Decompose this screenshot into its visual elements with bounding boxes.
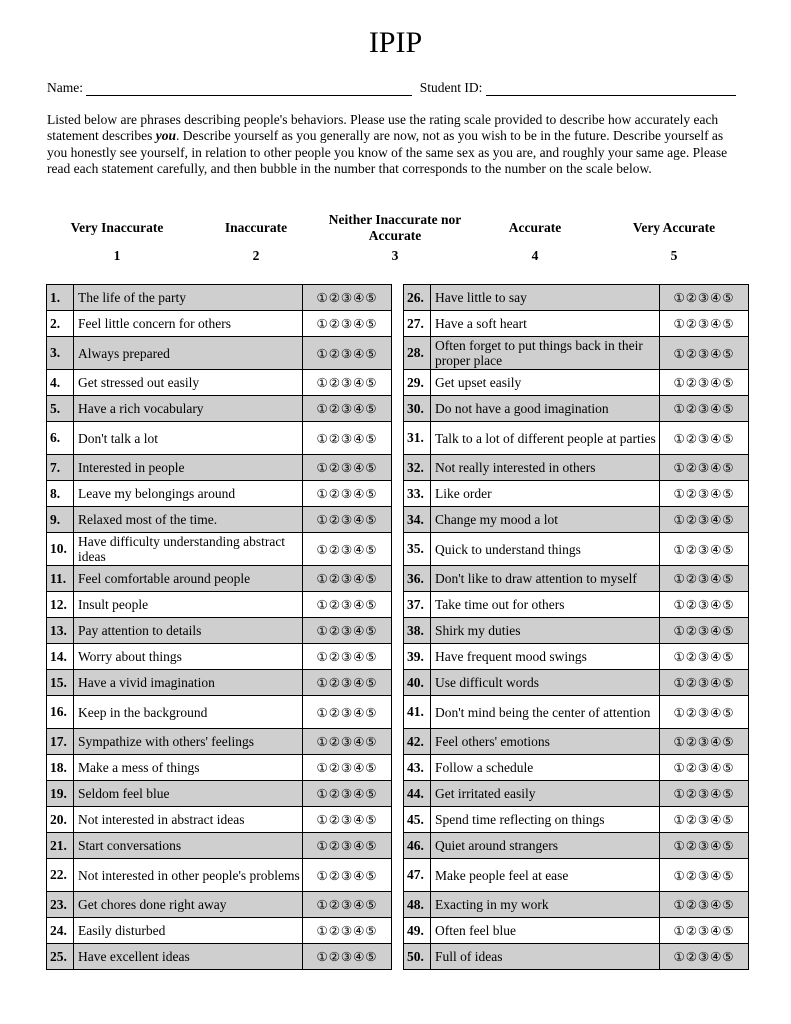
item-row: [47, 618, 392, 644]
rating-bubbles[interactable]: ①②③④⑤: [660, 696, 749, 729]
rating-bubbles[interactable]: ①②③④⑤: [660, 729, 749, 755]
item-number: 7.: [47, 455, 74, 481]
item-number: 35.: [404, 533, 431, 566]
item-row: [47, 859, 392, 892]
items-table-right: [403, 284, 749, 970]
item-number: 38.: [404, 618, 431, 644]
item-row: [404, 833, 749, 859]
item-number: 47.: [404, 859, 431, 892]
rating-bubbles[interactable]: ①②③④⑤: [303, 729, 392, 755]
rating-bubbles[interactable]: ①②③④⑤: [303, 859, 392, 892]
item-number: 49.: [404, 918, 431, 944]
item-row: [47, 781, 392, 807]
item-text: Have a vivid imagination: [74, 670, 303, 696]
item-text: Take time out for others: [431, 592, 660, 618]
scale-label-1: Very Inaccurate: [70, 220, 164, 235]
item-row: [404, 644, 749, 670]
item-row: [404, 729, 749, 755]
instructions-text-b: . Describe yourself as you generally are now, not as you wish to be in the future. Describe yourself as you honestly see yourself, in relation to other people you know of the same sex as you are, and roughly your same age. Please read each statement carefully, and then bubble in the number that corresponds to the number on the scale below.: [47, 128, 728, 176]
item-text: Insult people: [74, 592, 303, 618]
item-text: Exacting in my work: [431, 892, 660, 918]
rating-bubbles[interactable]: ①②③④⑤: [660, 755, 749, 781]
item-number: 40.: [404, 670, 431, 696]
item-row: [47, 566, 392, 592]
item-text: Quiet around strangers: [431, 833, 660, 859]
item-text: Make people feel at ease: [431, 859, 660, 892]
item-text: Have difficulty understanding abstract ideas: [74, 533, 303, 566]
item-row: [404, 311, 749, 337]
rating-bubbles[interactable]: ①②③④⑤: [660, 370, 749, 396]
item-row: [404, 859, 749, 892]
page-title: IPIP: [368, 26, 423, 59]
item-number: 26.: [404, 285, 431, 311]
rating-bubbles[interactable]: ①②③④⑤: [660, 285, 749, 311]
item-text: Leave my belongings around: [74, 481, 303, 507]
rating-bubbles[interactable]: ①②③④⑤: [303, 618, 392, 644]
instructions: [47, 112, 743, 177]
item-number: 29.: [404, 370, 431, 396]
item-number: 18.: [47, 755, 74, 781]
item-text: Don't mind being the center of attention: [431, 696, 660, 729]
item-number: 4.: [47, 370, 74, 396]
item-number: 14.: [47, 644, 74, 670]
item-number: 27.: [404, 311, 431, 337]
item-text: Seldom feel blue: [74, 781, 303, 807]
item-text: The life of the party: [74, 285, 303, 311]
item-number: 41.: [404, 696, 431, 729]
item-text: Have little to say: [431, 285, 660, 311]
item-row: [404, 944, 749, 970]
item-text: Easily disturbed: [74, 918, 303, 944]
item-text: Feel little concern for others: [74, 311, 303, 337]
item-text: Start conversations: [74, 833, 303, 859]
item-row: [47, 729, 392, 755]
rating-bubbles[interactable]: ①②③④⑤: [303, 455, 392, 481]
item-number: 48.: [404, 892, 431, 918]
item-row: [47, 285, 392, 311]
item-text: Not interested in abstract ideas: [74, 807, 303, 833]
rating-bubbles[interactable]: ①②③④⑤: [303, 670, 392, 696]
scale-label-5: Very Accurate: [632, 220, 716, 235]
item-number: 6.: [47, 422, 74, 455]
item-text: Not really interested in others: [431, 455, 660, 481]
item-text: Shirk my duties: [431, 618, 660, 644]
item-text: Not interested in other people's problems: [74, 859, 303, 892]
item-number: 28.: [404, 337, 431, 370]
item-number: 12.: [47, 592, 74, 618]
rating-bubbles[interactable]: ①②③④⑤: [660, 781, 749, 807]
item-row: [404, 670, 749, 696]
item-number: 19.: [47, 781, 74, 807]
item-row: [404, 337, 749, 370]
rating-bubbles[interactable]: ①②③④⑤: [660, 918, 749, 944]
item-text: Follow a schedule: [431, 755, 660, 781]
rating-bubbles[interactable]: ①②③④⑤: [660, 618, 749, 644]
rating-bubbles[interactable]: ①②③④⑤: [660, 455, 749, 481]
item-row: [47, 396, 392, 422]
item-text: Don't talk a lot: [74, 422, 303, 455]
item-text: Make a mess of things: [74, 755, 303, 781]
rating-bubbles[interactable]: ①②③④⑤: [303, 833, 392, 859]
item-row: [404, 285, 749, 311]
item-row: [404, 370, 749, 396]
rating-bubbles[interactable]: ①②③④⑤: [303, 285, 392, 311]
rating-bubbles[interactable]: ①②③④⑤: [660, 670, 749, 696]
item-number: 46.: [404, 833, 431, 859]
item-number: 37.: [404, 592, 431, 618]
item-row: [404, 396, 749, 422]
item-number: 5.: [47, 396, 74, 422]
item-text: Get upset easily: [431, 370, 660, 396]
item-number: 2.: [47, 311, 74, 337]
item-row: [47, 918, 392, 944]
instructions-emphasis: you: [155, 128, 176, 144]
item-text: Often forget to put things back in their proper place: [431, 337, 660, 370]
item-row: [47, 833, 392, 859]
rating-bubbles[interactable]: ①②③④⑤: [303, 781, 392, 807]
rating-bubbles[interactable]: ①②③④⑤: [660, 833, 749, 859]
item-number: 43.: [404, 755, 431, 781]
item-text: Have frequent mood swings: [431, 644, 660, 670]
item-row: [404, 422, 749, 455]
items-table-left: [46, 284, 392, 970]
name-label: Name:: [47, 80, 83, 95]
item-row: [47, 370, 392, 396]
item-text: Get irritated easily: [431, 781, 660, 807]
rating-bubbles[interactable]: ①②③④⑤: [303, 396, 392, 422]
item-number: 1.: [47, 285, 74, 311]
rating-bubbles[interactable]: ①②③④⑤: [660, 481, 749, 507]
item-text: Don't like to draw attention to myself: [431, 566, 660, 592]
scale-label-2: Inaccurate: [224, 220, 288, 235]
rating-bubbles[interactable]: ①②③④⑤: [303, 507, 392, 533]
item-number: 16.: [47, 696, 74, 729]
item-number: 34.: [404, 507, 431, 533]
item-row: [47, 892, 392, 918]
rating-bubbles[interactable]: ①②③④⑤: [660, 592, 749, 618]
item-row: [404, 455, 749, 481]
name-field[interactable]: [86, 81, 412, 96]
item-row: [404, 918, 749, 944]
item-number: 15.: [47, 670, 74, 696]
item-row: [47, 755, 392, 781]
item-row: [47, 944, 392, 970]
item-row: [47, 337, 392, 370]
item-number: 3.: [47, 337, 74, 370]
item-text: Feel comfortable around people: [74, 566, 303, 592]
rating-bubbles[interactable]: ①②③④⑤: [303, 807, 392, 833]
item-number: 33.: [404, 481, 431, 507]
scale-value-2: 2: [252, 248, 260, 263]
rating-bubbles[interactable]: ①②③④⑤: [303, 918, 392, 944]
item-text: Change my mood a lot: [431, 507, 660, 533]
item-text: Feel others' emotions: [431, 729, 660, 755]
rating-bubbles[interactable]: ①②③④⑤: [660, 807, 749, 833]
item-row: [404, 592, 749, 618]
scale-value-5: 5: [670, 248, 678, 263]
item-row: [47, 533, 392, 566]
item-row: [47, 644, 392, 670]
item-row: [404, 533, 749, 566]
item-row: [47, 455, 392, 481]
item-text: Spend time reflecting on things: [431, 807, 660, 833]
item-number: 9.: [47, 507, 74, 533]
rating-bubbles[interactable]: ①②③④⑤: [660, 644, 749, 670]
item-row: [404, 892, 749, 918]
item-number: 36.: [404, 566, 431, 592]
rating-bubbles[interactable]: ①②③④⑤: [303, 533, 392, 566]
item-row: [47, 807, 392, 833]
item-row: [47, 670, 392, 696]
item-number: 21.: [47, 833, 74, 859]
item-text: Always prepared: [74, 337, 303, 370]
item-number: 13.: [47, 618, 74, 644]
item-text: Keep in the background: [74, 696, 303, 729]
item-number: 30.: [404, 396, 431, 422]
item-text: Get stressed out easily: [74, 370, 303, 396]
item-row: [404, 618, 749, 644]
item-text: Relaxed most of the time.: [74, 507, 303, 533]
item-row: [47, 507, 392, 533]
rating-bubbles[interactable]: ①②③④⑤: [660, 507, 749, 533]
item-text: Sympathize with others' feelings: [74, 729, 303, 755]
item-row: [47, 592, 392, 618]
item-row: [47, 696, 392, 729]
rating-bubbles[interactable]: ①②③④⑤: [303, 696, 392, 729]
item-row: [47, 481, 392, 507]
item-text: Talk to a lot of different people at parties: [431, 422, 660, 455]
item-text: Quick to understand things: [431, 533, 660, 566]
item-number: 32.: [404, 455, 431, 481]
rating-bubbles[interactable]: ①②③④⑤: [660, 311, 749, 337]
rating-bubbles[interactable]: ①②③④⑤: [303, 337, 392, 370]
rating-bubbles[interactable]: ①②③④⑤: [303, 755, 392, 781]
item-row: [47, 422, 392, 455]
item-number: 17.: [47, 729, 74, 755]
rating-bubbles[interactable]: ①②③④⑤: [660, 566, 749, 592]
item-number: 11.: [47, 566, 74, 592]
student-id-field[interactable]: [486, 81, 736, 96]
item-number: 8.: [47, 481, 74, 507]
student-id-label: Student ID:: [419, 80, 483, 95]
header-fields: [47, 80, 747, 96]
item-text: Full of ideas: [431, 944, 660, 970]
rating-bubbles[interactable]: ①②③④⑤: [303, 311, 392, 337]
rating-bubbles[interactable]: ①②③④⑤: [303, 644, 392, 670]
item-row: [47, 311, 392, 337]
rating-bubbles[interactable]: ①②③④⑤: [303, 592, 392, 618]
item-row: [404, 781, 749, 807]
rating-bubbles[interactable]: ①②③④⑤: [660, 533, 749, 566]
item-text: Have excellent ideas: [74, 944, 303, 970]
rating-bubbles[interactable]: ①②③④⑤: [303, 481, 392, 507]
rating-bubbles[interactable]: ①②③④⑤: [660, 337, 749, 370]
instructions-text-a: Listed below are phrases describing people's behaviors. Please use the rating scale provided to describe how accurately each statement describes: [47, 112, 719, 144]
scale-value-3: 3: [391, 248, 399, 263]
item-number: 39.: [404, 644, 431, 670]
rating-bubbles[interactable]: ①②③④⑤: [660, 396, 749, 422]
item-row: [404, 507, 749, 533]
item-row: [404, 481, 749, 507]
item-text: Have a rich vocabulary: [74, 396, 303, 422]
scale-label-4: Accurate: [508, 220, 562, 235]
item-number: 45.: [404, 807, 431, 833]
item-number: 23.: [47, 892, 74, 918]
rating-bubbles[interactable]: ①②③④⑤: [303, 422, 392, 455]
item-text: Use difficult words: [431, 670, 660, 696]
item-number: 42.: [404, 729, 431, 755]
item-number: 24.: [47, 918, 74, 944]
item-number: 44.: [404, 781, 431, 807]
item-text: Have a soft heart: [431, 311, 660, 337]
item-text: Often feel blue: [431, 918, 660, 944]
rating-bubbles[interactable]: ①②③④⑤: [303, 944, 392, 970]
item-number: 31.: [404, 422, 431, 455]
item-row: [404, 696, 749, 729]
item-text: Do not have a good imagination: [431, 396, 660, 422]
rating-bubbles[interactable]: ①②③④⑤: [303, 566, 392, 592]
rating-bubbles[interactable]: ①②③④⑤: [660, 859, 749, 892]
rating-bubbles[interactable]: ①②③④⑤: [303, 892, 392, 918]
item-row: [404, 566, 749, 592]
item-text: Like order: [431, 481, 660, 507]
rating-bubbles[interactable]: ①②③④⑤: [660, 422, 749, 455]
item-number: 22.: [47, 859, 74, 892]
scale-value-1: 1: [113, 248, 121, 263]
item-number: 25.: [47, 944, 74, 970]
rating-bubbles[interactable]: ①②③④⑤: [303, 370, 392, 396]
item-row: [404, 807, 749, 833]
item-text: Interested in people: [74, 455, 303, 481]
item-number: 20.: [47, 807, 74, 833]
item-number: 10.: [47, 533, 74, 566]
rating-bubbles[interactable]: ①②③④⑤: [660, 944, 749, 970]
item-number: 50.: [404, 944, 431, 970]
item-text: Worry about things: [74, 644, 303, 670]
rating-bubbles[interactable]: ①②③④⑤: [660, 892, 749, 918]
item-text: Pay attention to details: [74, 618, 303, 644]
scale-label-3: Neither Inaccurate nor Accurate: [328, 212, 462, 243]
item-row: [404, 755, 749, 781]
item-text: Get chores done right away: [74, 892, 303, 918]
scale-value-4: 4: [531, 248, 539, 263]
